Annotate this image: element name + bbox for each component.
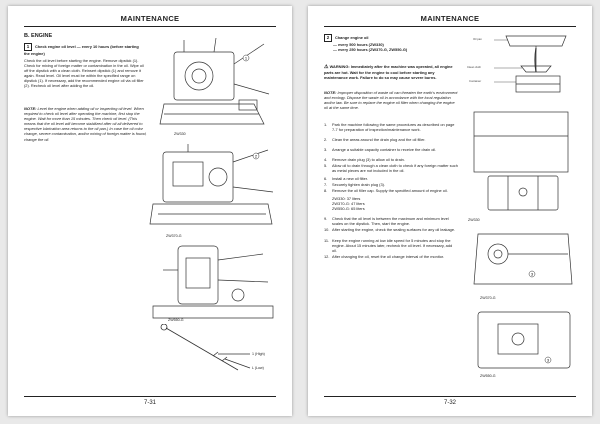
step-text: Install a new oil filter. <box>332 176 368 181</box>
step-item <box>324 122 458 132</box>
step-number: 4. <box>324 157 328 162</box>
step-item <box>324 137 458 142</box>
section-title: B. ENGINE <box>24 33 53 39</box>
zw330-drain-figure <box>468 106 580 216</box>
right-page-number: 7-32 <box>324 396 576 406</box>
step-number: 9. <box>324 216 328 221</box>
capacity-line: ZW550-G: 65 liters <box>332 206 365 212</box>
oil-pan-label: Oil pan <box>473 37 482 41</box>
step-number: 7. <box>324 182 328 187</box>
step-number: 2. <box>324 137 328 142</box>
step-item <box>324 238 458 253</box>
step-text: Allow oil to drain through a clean cloth to check if any foreign matter such as metal pieces are not included in the oil. <box>332 163 458 174</box>
step-number: 3. <box>324 147 328 152</box>
svg-text:3: 3 <box>530 271 534 277</box>
step-text: Securely tighten drain plug (3). <box>332 182 385 187</box>
step-item <box>324 163 458 173</box>
step-text: Remove drain plug (3) to allow oil to drain. <box>332 157 405 162</box>
note-label-right: NOTE: <box>324 90 337 95</box>
step-number: 12. <box>324 254 330 259</box>
right-page <box>308 6 592 416</box>
dipstick-high-label: 1 (High) <box>252 352 265 356</box>
step-item <box>324 182 458 187</box>
left-page-header: MAINTENANCE <box>24 14 276 27</box>
item2-title <box>324 34 454 52</box>
left-page-number: 7-31 <box>24 396 276 406</box>
left-page <box>8 6 292 416</box>
step-number: 10. <box>324 227 330 232</box>
oil-pan-figure <box>466 32 578 96</box>
fig-label-zw330-right: ZW330 <box>468 218 480 222</box>
svg-text:2: 2 <box>254 153 258 159</box>
step-item <box>324 176 458 181</box>
item2-warning <box>324 64 458 80</box>
step-number: 5. <box>324 163 328 168</box>
step-item <box>324 216 458 226</box>
fig-label-zw330: ZW330 <box>174 132 186 136</box>
step-item <box>324 157 458 162</box>
step-text: Remove the oil filler cap. Supply the specified amount of engine oil. <box>332 188 448 193</box>
fig-label-zw370-right: ZW370-G <box>480 296 496 300</box>
item2-note <box>324 90 458 110</box>
step-text: After changing the oil, reset the oil change interval of the monitor. <box>332 254 445 259</box>
step-text: After starting the engine, check the sealing surfaces for any oil leakage. <box>332 227 456 232</box>
clean-cloth-label: Clean cloth <box>467 65 481 69</box>
item2-title-line3: — every 250 hours (ZW370-G, ZW550-G) <box>333 47 408 53</box>
step-item <box>324 254 458 259</box>
step-text: Clean the areas around the drain plug and the oil filler. <box>332 137 426 142</box>
step-text: Arrange a suitable capacity container to receive the drain oil. <box>332 147 437 152</box>
svg-text:3: 3 <box>546 357 550 363</box>
item1-title <box>24 43 142 56</box>
step-item <box>324 188 458 211</box>
step-text: Park the machine following the same procedures as described on page 7-7 for preparation of inspection/maintenance work. <box>332 122 455 133</box>
step-text: Keep the engine running at low idle speed for 5 minutes and stop the engine. About 15 minutes later, recheck the oil level. If necessary, add oil. <box>332 238 453 254</box>
capacity-line: ZW370-G: 47 liters <box>332 201 365 207</box>
right-page-header: MAINTENANCE <box>324 14 576 27</box>
item2-title-line1: Change engine oil <box>335 35 369 41</box>
note-label: NOTE: <box>24 106 37 111</box>
item1-title-text: Check engine oil level — every 10 hours (before starting the engine) <box>24 44 139 56</box>
step-number: 11. <box>324 238 330 243</box>
step-number: 8. <box>324 188 328 193</box>
fig-label-zw550-right: ZW550-G <box>480 374 496 378</box>
step-item <box>324 227 458 232</box>
dipstick-low-label: L (Low) <box>252 366 264 370</box>
zw370-engine-figure <box>148 142 278 234</box>
zw550-engine-figure <box>148 240 278 320</box>
item2-number: 2 <box>324 34 332 42</box>
item1-note <box>24 106 148 142</box>
item1-note-text: Level the engine when adding oil or inspecting oil level. When required to check oil level after operating the machine, first stop the engine. Wait for more than 15 minutes. Then check oil level. (This means that the oil level will become stabilized after oil all delivered to respective lubrication area returns to the oil pan.) In case the oil color change, severe contamination, and/or mixing of foreign matter is found, change the oil. <box>24 106 147 142</box>
fig-label-zw550: ZW550-G <box>168 318 184 322</box>
item2-title-line2: — every 500 hours (ZW330) <box>333 42 384 47</box>
step-item <box>324 147 458 152</box>
item1-number: 1 <box>24 43 32 51</box>
step-number: 6. <box>324 176 328 181</box>
zw550-drain-figure <box>468 304 580 374</box>
item1-body: Check the oil level before starting the engine. Remove dipstick (1). Check for mixing of foreign matter or contamination in the oil. Wipe oil off the dipstick with a clean cloth. Reinsert dipstick (1) and remove it again. Read level. Oil level must be within the specified range on dipstick (1). If necessary, add the recommended engine oil via oil filler (2). Recheck oil level after adding the oil. <box>24 58 144 89</box>
capacity-line: ZW330: 37 liters <box>332 196 361 202</box>
item2-warning-text: WARNING: Immediately after the machine was operated, all engine parts are hot. Wait for the engine to cool before starting any maintenance work. Failure to do so may cause severe burns. <box>324 64 453 81</box>
warning-icon: ⚠ <box>324 64 329 70</box>
zw370-drain-figure <box>468 224 580 296</box>
step-number: 1. <box>324 122 328 127</box>
item2-note-text: Improper disposition of waste oil can threaten the earth's environment and ecology. Dispose the waste oil in accordance with the local regulation and/or law. Be sure to replace the engine oil filter when changing the engine oil at the same time. <box>324 90 458 111</box>
fig-label-zw370: ZW370-G <box>166 234 182 238</box>
container-label: Container <box>469 79 482 83</box>
zw330-engine-figure <box>154 34 278 138</box>
svg-text:1: 1 <box>244 55 248 61</box>
step-text: Check that the oil level is between the maximum and minimum level scales on the dipstick. Then, start the engine. <box>332 216 449 227</box>
